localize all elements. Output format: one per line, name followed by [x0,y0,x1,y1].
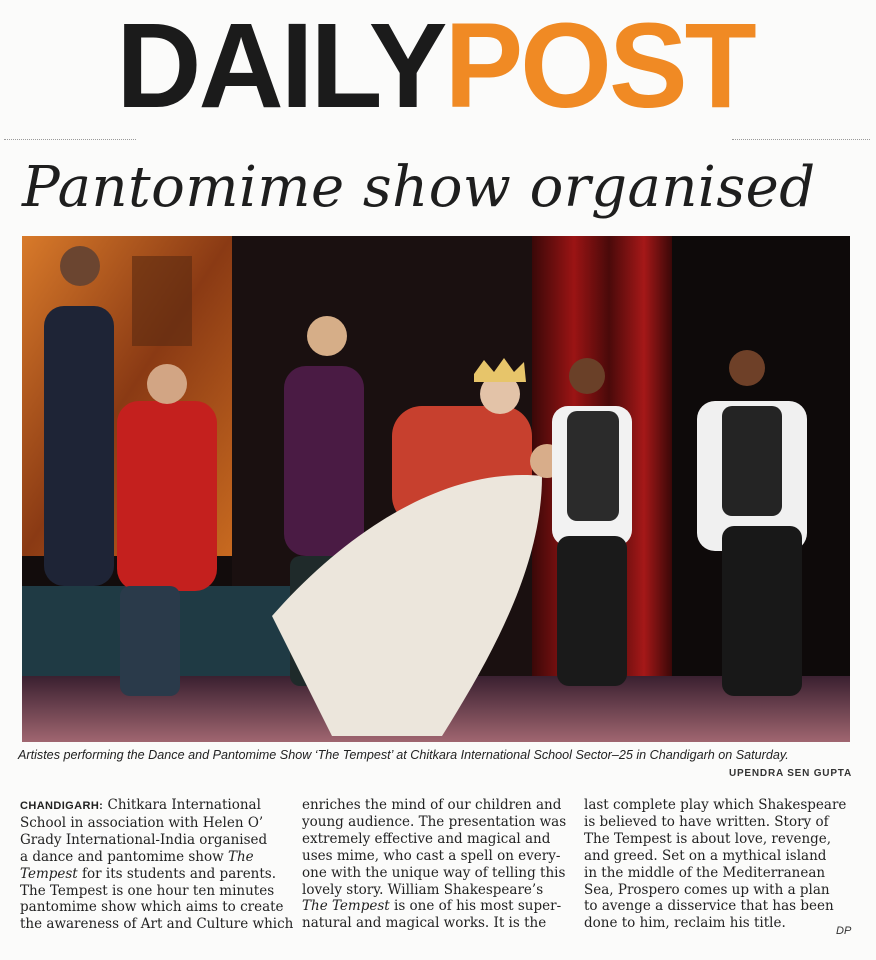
col1-italic-the: The [227,848,254,865]
col3-line-3: The Tempest is about love, revenge, [584,830,832,847]
article-column-3 [584,797,854,932]
article-column-2 [302,797,572,932]
article-column-1 [20,797,294,933]
col2-line-1: enriches the mind of our children and [302,797,562,813]
col1-line-4: a dance and pantomime show [20,848,228,865]
col2-line-4: uses mime, who cast a spell on every- [302,847,561,864]
col2-line-2: young audience. The presentation was [302,813,567,830]
col2-line-7: is one of his most super- [389,898,562,915]
col2-line-3: extremely effective and magical and [302,830,551,847]
col2-line-6: lovely story. William Shakespeare’s [302,881,544,898]
masthead-post: POST [444,0,754,134]
col1-line-2: School in association with Helen O’ [20,814,264,831]
col3-line-8: done to him, reclaim his title. [584,915,786,932]
col3-line-7: to avenge a disservice that has been [584,898,834,915]
col1-line-6: The Tempest is one hour ten minutes [20,882,275,899]
col2-line-8: natural and magical works. It is the [302,915,547,932]
divider-right [732,139,870,140]
col3-line-2: is believed to have written. Story of [584,813,829,830]
col3-line-5: in the middle of the Mediterranean [584,864,826,881]
masthead-logo [116,0,754,134]
stage-photo-illustration [22,236,850,742]
headline: Pantomime show organised [22,155,816,220]
col3-line-4: and greed. Set on a mythical island [584,847,827,864]
dateline: CHANDIGARH: [20,800,104,812]
divider-left [4,139,136,140]
col1-line-5: for its students and parents. [77,865,277,882]
col1-line-8: the awareness of Art and Culture which [20,916,294,933]
col2-italic-title: The Tempest [302,898,390,915]
col3-line-6: Sea, Prospero comes up with a plan [584,881,830,898]
article-byline: DP [836,925,852,937]
col3-line-1: last complete play which Shakespeare [584,797,847,813]
col1-line-7: pantomime show which aims to create [20,899,284,916]
masthead-daily: DAILY [116,0,445,134]
col1-italic-tempest: Tempest [20,865,78,882]
photo-credit: UPENDRA SEN GUPTA [728,768,852,779]
col1-line-3: Grady International-India organised [20,831,268,848]
photo-caption: Artistes performing the Dance and Pantomime Show ‘The Tempest’ at Chitkara International School Sector–25 in Chandigarh on Saturday. [18,748,789,762]
col1-line-1: Chitkara International [103,797,261,813]
col2-line-5: one with the unique way of telling this [302,864,566,881]
stage-photo [22,236,850,742]
